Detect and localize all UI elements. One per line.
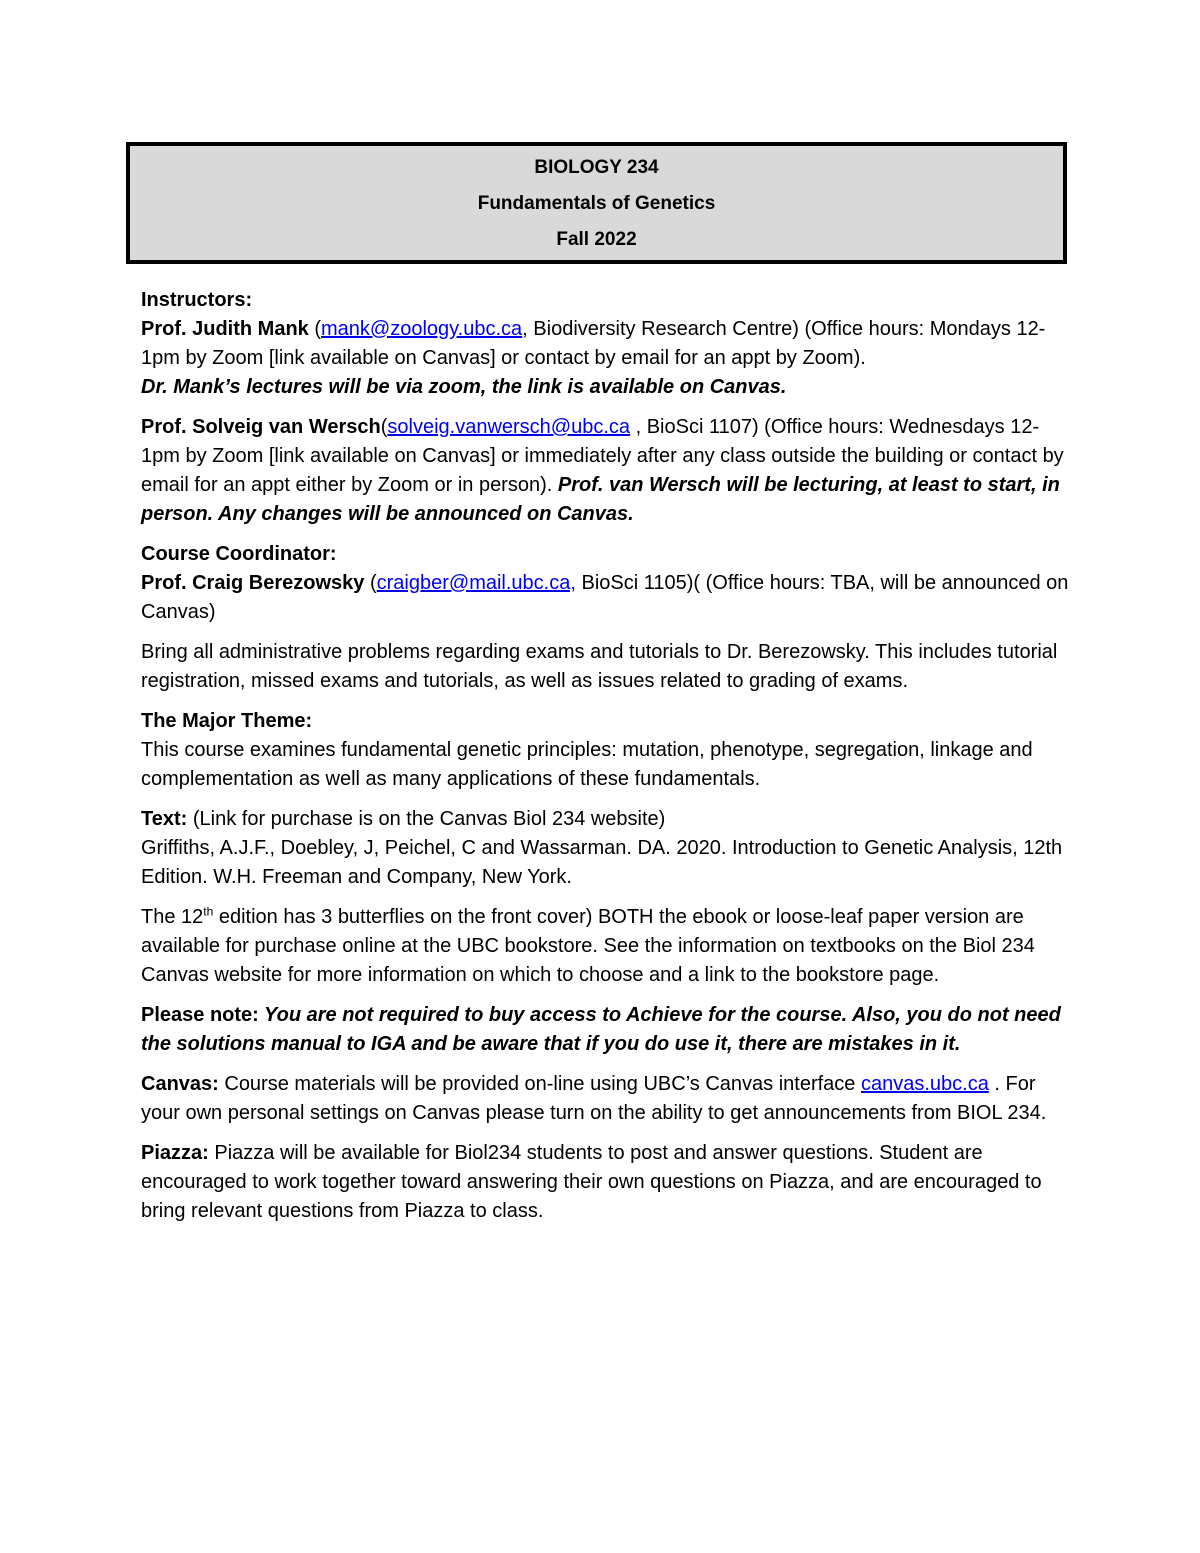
- please-note-section: [141, 1001, 1071, 1059]
- canvas-body-post: . For your own personal settings on Canvas please turn on the ability to get announcements from BIOL 234.: [141, 1073, 1047, 1124]
- course-title-box: [126, 142, 1067, 264]
- piazza-section: [141, 1139, 1071, 1226]
- text-citation: Griffiths, A.J.F., Doebley, J, Peichel, C and Wassarman. DA. 2020. Introduction to Genetic Analysis, 12th Edition. W.H. Freeman and Company, New York.: [141, 837, 1063, 888]
- instructor-mank-details: , Biodiversity Research Centre) (Office hours: Mondays 12-1pm by Zoom [link available on Canvas] or contact by email for an appt by Zoom).: [141, 318, 1046, 369]
- canvas-section: [141, 1070, 1071, 1128]
- text-label: Text:: [141, 808, 188, 830]
- canvas-link[interactable]: canvas.ubc.ca: [860, 1073, 989, 1095]
- paren: (: [308, 318, 322, 340]
- instructor-van-wersch-note: Prof. van Wersch will be lecturing, at least to start, in person. Any changes will be announced on Canvas.: [141, 474, 1060, 525]
- theme-body: This course examines fundamental genetic principles: mutation, phenotype, segregation, linkage and complementation as well as many applications of these fundamentals.: [141, 739, 1033, 790]
- canvas-label: Canvas:: [141, 1073, 219, 1095]
- coordinator-email-link[interactable]: craigber@mail.ubc.ca,: [376, 572, 576, 594]
- coordinator-details: BioSci 1105)( (Office hours: TBA, will be announced on Canvas): [141, 572, 1069, 623]
- instructor-mank-section: [141, 286, 1071, 402]
- theme-heading: The Major Theme:: [141, 710, 313, 732]
- edition-pre: The 12: [141, 906, 204, 928]
- please-note-label: Please note:: [141, 1004, 259, 1026]
- text-link-note: (Link for purchase is on the Canvas Biol 234 website): [187, 808, 666, 830]
- edition-body: edition has 3 butterflies on the front cover) BOTH the ebook or loose-leaf paper version are available for purchase online at the UBC bookstore. See the information on textbooks on the Biol 234 Canvas website for more information on which to choose and a link to the bookstore page.: [141, 906, 1035, 986]
- syllabus-content: [141, 286, 1071, 1237]
- paren: (: [364, 572, 377, 594]
- instructor-van-wersch-section: [141, 413, 1071, 529]
- course-code: BIOLOGY 234: [534, 157, 659, 178]
- instructors-heading: Instructors:: [141, 289, 253, 311]
- edition-sup: th: [203, 904, 214, 919]
- piazza-label: Piazza:: [141, 1142, 209, 1164]
- coordinator-admin-note: Bring all administrative problems regarding exams and tutorials to Dr. Berezowsky. This includes tutorial registration, missed exams and tutorials, as well as issues related to grading of exams.: [141, 641, 1058, 692]
- text-section: [141, 805, 1071, 892]
- instructor-mank-name: Prof. Judith Mank: [141, 318, 309, 340]
- coordinator-heading: Course Coordinator:: [141, 543, 337, 565]
- piazza-body: Piazza will be available for Biol234 students to post and answer questions. Student are encouraged to work together toward answering their own questions on Piazza, and are encouraged to bring relevant questions from Piazza to class.: [141, 1142, 1042, 1222]
- paren: (: [380, 416, 388, 438]
- canvas-body-pre: Course materials will be provided on-line using UBC’s Canvas interface: [218, 1073, 861, 1095]
- instructor-mank-email-link[interactable]: mank@zoology.ubc.ca: [321, 318, 523, 340]
- instructor-van-wersch-email-link[interactable]: solveig.vanwersch@ubc.ca: [387, 416, 631, 438]
- please-note-body: You are not required to buy access to Achieve for the course. Also, you do not need the solutions manual to IGA and be aware that if you do use it, there are mistakes in it.: [141, 1004, 1061, 1055]
- coordinator-section: [141, 540, 1071, 627]
- course-title: Fundamentals of Genetics: [477, 193, 716, 214]
- course-term: Fall 2022: [556, 229, 637, 250]
- instructor-van-wersch-details: , BioSci 1107) (Office hours: Wednesdays 12-1pm by Zoom [link available on Canvas] or immediately after any class outside the building or contact by email for an appt either by Zoom or in person).: [141, 416, 1064, 496]
- theme-section: [141, 707, 1071, 794]
- instructor-van-wersch-name: Prof. Solveig van Wersch: [141, 416, 381, 438]
- instructor-mank-note: Dr. Mank’s lectures will be via zoom, the link is available on Canvas.: [141, 376, 787, 398]
- coordinator-name: Prof. Craig Berezowsky: [141, 572, 365, 594]
- edition-paragraph: [141, 903, 1071, 990]
